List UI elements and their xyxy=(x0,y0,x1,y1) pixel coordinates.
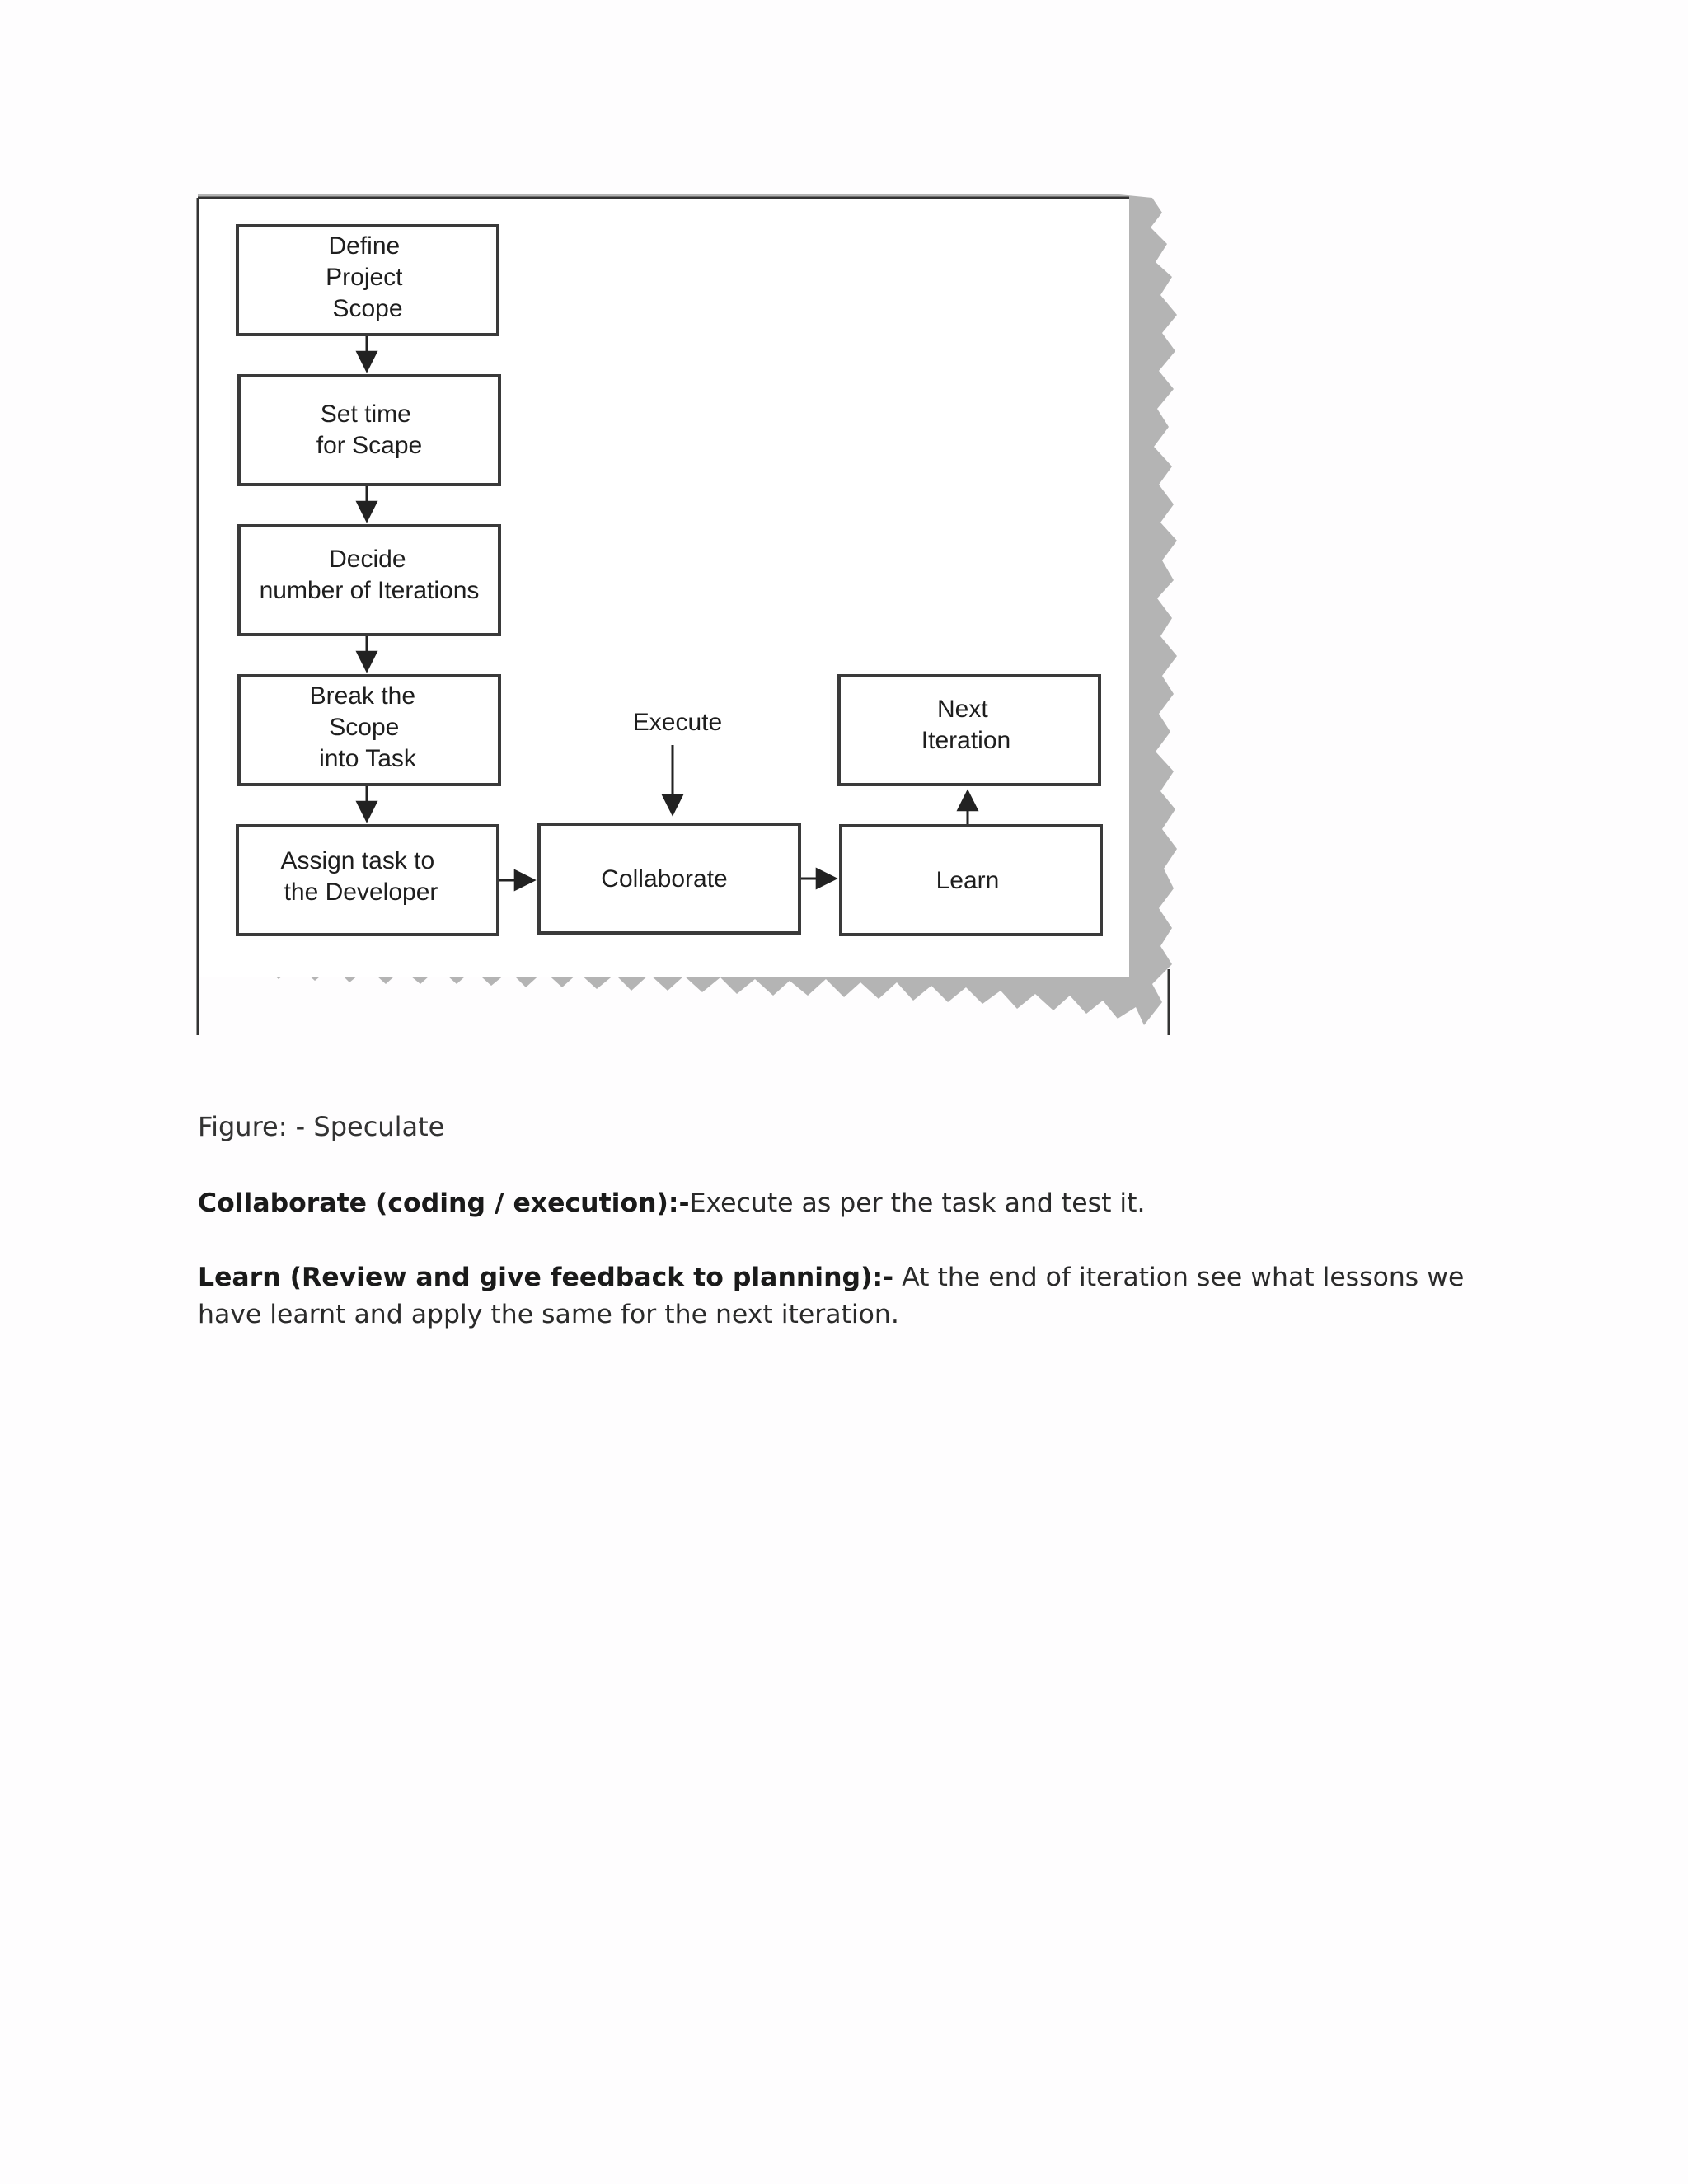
execute-label: Execute xyxy=(632,709,723,736)
svg-text:Collaborate: Collaborate xyxy=(601,865,728,893)
node-decide-iterations xyxy=(239,526,499,635)
text-collaborate: Execute as per the task and test it. xyxy=(689,1188,1146,1218)
svg-text:Learn: Learn xyxy=(935,867,1000,894)
svg-text:Break the Scope: Break the Scope into Task xyxy=(309,682,416,772)
node-set-time xyxy=(239,376,499,485)
flowchart-diagram xyxy=(196,194,1218,1060)
svg-text:Set time for Scape: Set time for Scape xyxy=(316,401,423,459)
node-break-scope xyxy=(239,676,499,785)
speculate-figure xyxy=(196,194,1218,1060)
svg-text:Next Iteration: Next Iteration xyxy=(921,696,1011,754)
svg-text:Assign task to the Dev: Assign task to the Developer xyxy=(280,847,438,906)
term-learn: Learn (Review and give feedback to planning):- xyxy=(198,1263,894,1292)
node-learn xyxy=(841,826,1101,935)
term-collaborate: Collaborate (coding / execution):- xyxy=(198,1188,690,1218)
text-learn: At the end of iteration see what lessons we have learnt and apply the same for the next iteration. xyxy=(198,1263,1465,1329)
svg-text:Define Project: Define Project Scope xyxy=(326,232,403,322)
paragraph-learn xyxy=(198,1259,1500,1333)
svg-text:Decide number of Itera: Decide number of Iterations xyxy=(259,546,480,604)
node-assign-task xyxy=(237,826,498,935)
node-next-iteration xyxy=(839,676,1100,785)
paragraph-collaborate xyxy=(198,1185,1500,1222)
node-collaborate xyxy=(539,824,799,933)
figure-caption: Figure: - Speculate xyxy=(198,1111,445,1142)
node-define-scope xyxy=(237,226,498,335)
